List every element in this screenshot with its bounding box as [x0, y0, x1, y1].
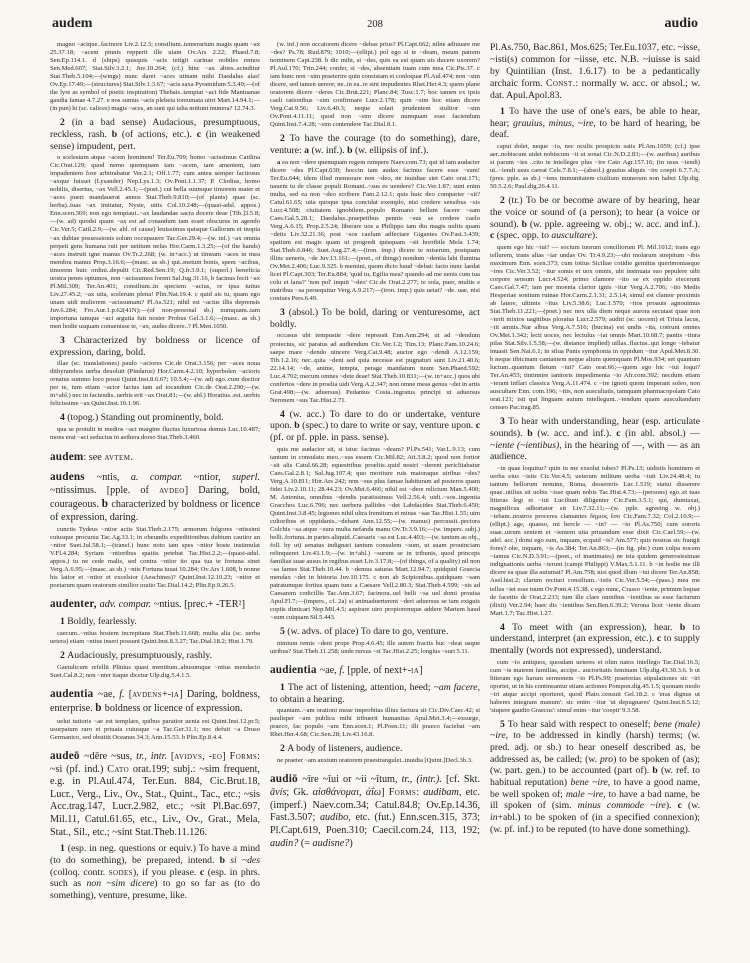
column-3 — [490, 40, 700, 938]
audientia-sense1: 1 The act of listening, attention, heed; ~am facere, to obtain a hearing. — [270, 681, 480, 705]
audientia-sense2: 2 A body of listeners, audience. — [280, 743, 403, 755]
audax-sense3: 3 Characterized by boldness or licence of expression, daring, bold. — [50, 334, 260, 358]
audio-forms-continued: Pl.As.750, Bac.861, Mos.625; Ter.Eu.1037, etc. ~isse, ~isti(s) common for ~iisse, etc. N.B. ~iuisse is said by Quintilian (Inst. 1.6.17) to be a pedantically archaic form. Const.: normally w. acc. or absol.; w. dat. Apul.Apol.83. — [490, 42, 700, 102]
audio-sense2-citations: quem ego hic ~iui? — socium tuorum conciliorum Pl. Mil.1012; trans ego tellurem, trans altas ~iar undas Ov. Tr.4.9.23;—ubi molarum strepitum ~ibis maximum Enn. scen.373; cum totius Siciliae cotidie gemitus querimoniasque ~ires Cic.Ver.3.52; ~itur sonus et uox omnis, ubi insinuata suo pepulere uibi corpore sensum Lucr.4.524; primo clamore ~ito se ex oppido eiecerunt Caes.Gal.7.47; iam per moenia clarior ignis ~itur Verg.A.2.706; ~ito Medis Hesperiae sonitum ruinae Hor.Carm.2.1.31; 2.5.14; simul est clamor proximis ab latere, ultimis ~itus Liv.5.38.6; Luc.1.570; ~itos proauis agnouimus Stat.Theb.11.221;—(poet.) nec nox ulla diem neque aurora secutast quae non ~ierit mixtos uagitibus ploratus Lucr.2.579; auditi (sc. uocem) et Triuia lacus, ~iit amnis..Nar albus Verg.A.7.516; (bucina) est undis ~ita, coërunt omnes Ov.Met.1.342; lecti uoces, nec lectulus ~iat omnis Mart.10.68.7; pantis ~itura pilas Stat.Silv.1.5.58;—(w. distance implied) uillas..fluctus..qui longe ~iebatur inuasit Sen.Nat.6.1; in silua Panis symphonia in oppidum ~itur Apul.Met.8.30. b neque tibicinam cantantem neque alium quemquam Pl.Mos.934; set quantum luctum..quantum fletum ~iui? Cato orat.66;—quem ego hic ~iui loqui? Ter.An.453; tintinnire ianitoris impedimenta ~io Afr.com.392; necdum etiam ~ierant inflari classica Verg.A.11.474. c ~ire ignoti quom imperant soleo, non auscultare Enn. com.196; ~itis, non auscultatis, tamquam pharmacopolam Cato orat.121; isti qui linguam auium intellegunt..~iendum quam auscultandum censeo Pac.trag.85. — [490, 243, 700, 412]
audientia-sense2-citations: ne praeter ~am anxium oratorem praestrangulet..inuidia [Quint.]Decl.3b.3. — [277, 757, 473, 765]
audax-sense4: 4 (topog.) Standing out prominently, bold. — [60, 412, 224, 424]
audeo-sense4: 4 (w. acc.) To dare to do or undertake, venture upon. b (spec.) to dare to write or say, venture upon. c (pf. or pf. pple. in pass. sense). — [270, 408, 480, 444]
audeo-sense4-citations: quis me audacior sit, si istuc facinus ~deam? Pl.Ps.541; Var.L.9.13; cum tantum in consulatu meo..~sus essem Cic.Mil.82; Att.3.8.2; quod non fortior ~sit alis Catul.66.28; equestribus proeliis..quid nostri ~derent periclitabatur Caes.Gal.2.8.1; Sal.Jug.107.4; quo moriture ruis maioraque uiribus ~des? Verg.A.10.811; Hor.Ars 242; rem ~sus plus famae habituram ad posteros quam fidei Liv.2.10.11; 28.44.23; Ov.Met.6.466; nihil est ~dere relictum Man.5.400; M. Antonius, omnibus ~dendis paratissimus Vell.2.56.4; uidi..~sos..ingentia Gracchos Luc.6.796; nec uerbera pallides ~det Labdacides Stat.Theb.6.450; Quint.Inst.3.8.45; legiones nihil ultra fremitum et minas ~sae Tac.Hist.1.55; uim cultoribus et oppidanis..~debant Ann.12.55;—(w. manus) percussit..pectora Colchis ~sa atque ~sura multa nefanda manu Ov.Tr.3.9.16;—(w. impers. subj.) belli..fortuna..in partes aliquid..Caesaris ~sa est Luc.4.403;—(w. tantum as obj., foll. by ut) senatus indignari tantum consulem ~sum, ut suam prouinciam relinqueret Liv.43.1.9;—(w. in+abl.) ~surum se in tribunis, quod princeps familiae suae ausus in regibus esset Liv.3.17.8;—(of things, of a quality) nil non ~sa fames Stat.Theb.10.44. b ~demus saturas Mart.12.94.7; quidquid Graecia mendax ~det in historia Juv.10.175. c non ab Scipionibus..quidquam ~sam patratumque fortius quam tunc a Caesare Vell.2.80.3; Stat.Theb.4.599; ~sis ad Caesarem codicillis Tac.Ann.3.67; facinora..uel belli ~sa uel domi prouisa Apul.Fl.7;—(impers., cf. 2a) si animaduerterent ~deri aduersus se tam exiguis copiis dimicari Nep.Mil.4.5; aspirare uiro propioremque addere Martem haud ~sum cuiquam Sil.5.443. — [270, 445, 480, 622]
audio-sense1: 1 To have the use of one's ears, be able to hear, hear; grauius, minus, ~ire, to be hard of hearing, be deaf. — [490, 106, 700, 141]
audio-sense3-citations: ~in quae loquitur? quin tu me exsolui iubes? Pl.Ps.13; uidistis hominem et uerba eius ~istis Cic.Ver.4.5; ueterum militum uerba ~iuit Liv.24.48.4; tu tantum bellorum nomine, Roma, dessereris Luc.1.519; statui disserere quae..utilius sit uobis ~isse quam nobis Tac.Hist.4.73;—(persons) ego..et tuas litteras legi et ~iui Lucilium diligenter Cic.Fam.3.5.1; qui, dumtaxat, magnificus adhortator sit Liv.7.32.11;—(w. pple. agreeing w. obj.) ~iebam..nostros proceres clamantes δήμιος ἔσο Cic.Fam.7.32; Col.2.10.9;—(ellipt.) age, quaeso, mi hercle — ~in? — ~io Pl.As.750; cum sororis suae..uirum sentem et ~ientem uita priuandum esse dixit Cic.Cael.59;—(w. adel. acc.) domi ego sum, inquam, ecquid ~is? Am.577; quis nostras sic frangit fores? ohe, inquam, ~is As.384; Ter.An.863;—(in fig. phr.) cum culpa nocem ~iamus Cic.N.D.3.91;—(poet., of inanimates) ne ista quidem generosissimae indignationis uerba ~ierunt (campi Philippi) V.Max.5.1.11. b ~in hodie me illi dicere ea quae illa autumat? Pl.Am.758; nisi quod illum ~iui dicere Ter.An.858; Asel.hist.2; clarum recitari consilium..~istis Cic.Ver.5.54;—(pass.) mea me tellus ~iet esse tuum Ov.Pont.4.15.38. c ego nunc, Crasso ~iente, primum loquar de facetiis de Orat.2.233; tum ille clare omnibus ~ientibus se esse facturum (dixit) Ver.2.94; haec dis ~ientibus Sen.Ben.6.39.2; Verona licet ~iente dicam Mart.1.7; Tac.Hist.1.27. — [490, 465, 700, 617]
audio-sense1-citations: caput dolet, neque ~io, nec oculis prospicio satis Pl.Am.1059; (cf.) ipse aer..nobiscum uidet nobiscum ~it ut sonat Cic.N.D.2.83;—(w. auribus) auribus si parum ~ies ..cito te intelleges plus ~ire Cato Agr.157.16; (in usus ~iendi) ut..~iendi usus careat Cels.7.8.1;—(absol.) grauius aliquis ~ire coepit 6.7.7.A; (pres. pple. as sb.) ~iens immunitatem ciuilium munerum non habet Ulp.dig. 50.5.2.6; Paul.dig.26.4.11. — [490, 143, 700, 191]
audax-sense2: 2 (in a bad sense) Audacious, presumptuous, reckless, rash. b (of actions, etc.). c (in weakened sense) impudent, pert. — [50, 117, 260, 152]
audenter-sense2-citations: Gaetulicum refellit Plinius quasi mentitum..abusumque ~ntius mendacio Suet.Cal.8.2; non ~nter itaque dicetur Ulp.dig.5.4.1.5. — [50, 663, 260, 679]
audeo-sense1-citations: (w. inf.) non occatorem dicere ~debas prius? Pl.Capt.662; nilne adiuuare me ~des? Ps.78; Rud.879; 1010;—(ellipt.) pol ego si te ~deam, meum patrem nominem Capt.238. b dic mihi, si ~des, quis ea est quam uis ducere uxorem? Pl.Aul.170; Trin.244; confer, si ~des, absentiam tuam cum mea Cic.Pis.37. c iam hunc non ~sim praeterire quin consistam et conloquar Pl.Aul.474; non ~sim dicere, sed tamen uereor, ne..in ea..re sint impudentes Rhet.Her.4.3; quem plane oratorem dicere ~deres Cic.Brut.221; Planc.84; Tusc.1.7; hoc tamen ex ipsis caeli rationibus ~sim confirmare Lucr.2.178; quin ~sim hoc etiam dicere Verg.Cat.9.56; Liv.6.40.3; neque solari prudentem stultior ~sim Ov.Pont.4.11.11; quod non ~sim dicere numquam esse faciendum Quint.Inst.7.4.28; ~sim contendere Tac.Dial.8.1. — [270, 41, 480, 129]
audio-sense4: 4 To meet with (an expression), hear. b to understand, interpret (an expression, etc.). c to supply mentally (words not expressed), understand. — [490, 621, 700, 656]
column-1 — [50, 40, 260, 938]
audens-citations: cunctis Tydeus ~ntior actis Stat.Theb.2.175; armorum fulgores ~ntissimi cuiusque procursu Tac.Ag.33.1; in obeundis expeditionibus dubium cautior an ~ntior Suet.Jul.58.1;—(transf.) hunc noto iam spes ~ntior hoste instimulat V.Fl.4.284; Syriam ~ntioribus spatiis petebat Tac.Hist.2.2;—(quasi-adul. appos.) tu ne cede malis, sed contra ~ntior ito qua tua te fortuna sinet Verg.A.6.95;—(masc. as sb.) ~ntis Fortuna iuuat 10.284; Ov.Ars 1.608, b nonne his latior et ~ntior et excelsior (Aeschines)? Quint.Inst.12.10.23; ~ntior et poetarum quam oratorum similior oratio Tac.Dial.14.2; Plin.Ep.9.26.5. — [50, 526, 260, 590]
audientia-headword: audientia ~ae, f. [pple. of next+-ia] — [270, 664, 423, 677]
audentia-headword: audentia ~ae, f. [avdens+-ia] Daring, boldness, enterprise. b boldness or licence of expression. — [50, 687, 260, 714]
audeo-sense2-citations: a ea non ~dere quemquam regem rumpere Naev.com.73; qui id tam audacter dicere ~des Pl.Capt.630; hoccin tam audax facinus facere esse ~sum! Ter.Eu.644; idem illud memorare non ~deo, ne inuidiae siet Cato orat.171; nauem tu de classe populi Romani..~sus es uendere? Cic.Ver.1.87; sunt enim multa, sed ea non ~deo scribere Fam.2.12.1; quis huic deo comparier ~sit? Catul.61.65; uita quoque ipsa concidat exemplo, nisi credere sensibus ~sis Lucr.4.508; ciuitatem ignobilem..populo Romano bellum facere ~sam Caes.Gal.5.28.1; Daedalus..praepetibus pennis ~sus se credere caelo Verg.A.6.15; Prop.2.5.24; liberare uos a Philippo iam diu magis uultis quam ~detis Liv.32.21.36; post ~sos caelum adfectare Gigantes Ov.Fast.3.439; spatium est magis quam ut progredi quisquam ~sit horribile Mela 1.74; Stat.Theb.6.846; Suet.Aug.27.4;—(iron. imp.) dicere te miserum, postquam illinc ueneris, ~de Juv.13.161;—(poet., of things) nondum ~dentia labi flumina Ov.Met.2.406; Luc.9.325. b memini, quom dicto haud ~debat: facto nunc laedat licet Pl.Capt.303; Ter.Eu.884; 'quid tu, Egilia mea? quando ad me uenis cum tua colu et lana?' 'non pol' inquit '~deo' Cic.de Orat.2.277; te sola, puer, multis e matribus ~sa persequitur Verg.A.9.217;—(iron. imp.) quis uetat? ~de. uae, nisi coniues Pers.6.49. — [270, 158, 480, 303]
audeo-sense2: 2 To have the courage (to do something), dare, venture: a (w. inf.). b (w. ellipsis of inf.). — [270, 133, 480, 156]
audio-headword: audiō ~īre ~īui or ~ii ~ītum, tr., (intr.). [cf. Skt. āvís; Gk. αἰσθάνομαι, ἀΐω] Forms: audibam, etc. (imperf.) Naev.com.34; Catul.84.8; Ov.Ep.14.36, Fast.3.507; audibo, etc. (fut.) Enn.scen.315, 373; Pl.Capt.619, Poen.310; Caecil.com.24, 113, 192; audin? (= audisne?) — [270, 773, 480, 849]
page-header — [0, 0, 750, 36]
audeo-sense5: 5 (w. advs. of place) To dare to go, venture. — [280, 626, 449, 638]
audeo-sense1: 1 (esp. in neg. questions or equiv.) To have a mind (to do something), be prepared, intend. b si ~des (colloq. contr. sodes), if you please. c (esp. in phrs. such as non ~sim dicere) to go so far as (to do something), venture, presume, like. — [50, 843, 260, 901]
audio-sense3: 3 To hear with understanding, hear (esp. articulate sounds). b (w. acc. and inf.). c (in abl. absol.) — ~iente (~ientibus), in the hearing of —, with — as an audience. — [490, 416, 700, 463]
page-number: 208 — [367, 19, 383, 30]
audax-sense3-citations: illae (sc. translationes) paulo ~aciores Cic.de Orat.3.156; per ~aces noua dithyrambos uerba deuoluit (Pindarus) Hor.Carm.4.2.10; hyperbolen ~acioris ornatus summo loco posui Quint.Inst.8.6.67; 10.5.4;—(w. ad) ego..cum doctior per te, tum etiam ~acior factus iam ad iocandum Cic.de Orat.2.290;—(w. in+abl.) nec in faciendis..uerbis erit ~ax Orat.81;—(w. abl.) Horatius..est..uerbis felicissime ~ax Quint.Inst.10.1.96. — [50, 360, 260, 408]
audeo-sense3: 3 (absol.) To be bold, daring or venturesome, act boldly. — [270, 307, 480, 330]
audeo-sense5-citations: nimium remis ~dent prope Prop.4.6.45; ille autem fractis huc ~deat usque uiribus? Stat.Theb.11.258; unde rursus ~si Tac.Hist.2.25; longius ~suri 5.11. — [270, 640, 480, 656]
audens-headword: audens ~ntis, a. compar. ~ntior, superl. ~ntissimus. [pple. of avdeo] Daring, bold, courageous. b characterized by boldness or licence of expression, daring. — [50, 471, 260, 523]
right-guide-word: audio — [664, 16, 698, 31]
text-columns — [0, 36, 750, 938]
column-2 — [270, 40, 480, 938]
audenter-headword: audenter, adv. compar. ~ntius. [prec.+ -TER²] — [50, 598, 245, 611]
audenter-sense1-citations: caecum..~ntius hostem increpitans Stat.Theb.11.668; multa alia (sc. uerba uetera) etiam ~ntius inseri possunt Quint.Inst.8.3.27; Tac.Dial.18.2; Hist.1.79. — [50, 629, 260, 645]
audio-sense5: 5 To hear said with respect to oneself; bene (male) ~ire, to be addressed in kindly (harsh) terms; (w. pred. adj. or sb.) to hear oneself described as, be addressed as, be called; (w. pro) to be spoken of (as); (w. part. gen.) to be accounted (part of). b (w. ref. to habitual reputation) bene ~ire, to have a good name, be well spoken of; male ~ire, to have a bad name, be ill spoken of (sim. minus commode ~ire). c (w. in+abl.) to be spoken of (in a specified connexion); (w. pf. inf.) to be reputed (to have done something). — [490, 718, 700, 835]
audeo-sense3-citations: occasus ubi tempustie ~dere repressit Enn.Ann.294; ut ad ~dendum proiectus, sic paratus ad audiendum Cic.Ver.1.2; Tim.13; Planc.Fam.10.24.6; saepe mare ~dendo uincere Verg.Cat.9.48; auctor ego ~dendi A.12.159; Tib.1.2.16; nec..quia ~dent sed quia necesse est pugnaturi sunt Liv.21.40.6; 22.14.14; ~de, anime, tempta, perage mandatum tuum Sen.Phaed.592; Luc.4.702; mecum omnes ~dete deae! Stat.Theb.10.831;—(w. in+acc.) quos ubi confertos ~dere in proelia uidi Verg.A.2.347; non omne meas genus ~det in artis Grat.498;—(w. aduersus) Pedanius Costa..ingratus principi ut aduersus Neronem ~sus Tac.Hist.2.71. — [270, 332, 480, 404]
audio-sense2: 2 (tr.) To be or become aware of by hearing, hear the voice or sound of (a person); to hear (a voice or sound). b (w. pple. agreeing w. obj.; w. acc. and inf.). c (spec. opp. to auscultare). — [490, 195, 700, 242]
audientia-sense1-citations: quantam..~am orationi meae improbitas illius factura sit Cic.Div.Caec.42; si paulisper ~am publica mihi tribuerit humanitas Apul.Met.3.4;—exsurge, praeco, fac populo ~am Enn.scen.1; Pl.Poen.11; illi praeco faciebat ~am Rhet.Her.4.68; Cic.Sen.28; Liv.43.16.8. — [270, 707, 480, 739]
audenter-sense2: 2 Audaciously, presumptuously, rashly. — [60, 650, 213, 662]
audio-sense4-citations: cum ~io antiquos, quosdam ueteres et olim natos intellego Tac.Dial.16.5; cum ~is matrem familias, accipe.. auctoritatis feminam Ulp.dig.43.30.3.6. b ut litteram ego harum sermonem ~io Pl.Ps.99; praetorias stipulationes sic ~iri oportet, ut in his contineantur etiam actiones Pompon.dig.45.1.5; quonam modo ~iri atque accipi oporteret, quod Plato..censuit Gel.18.2. c 'eras dignus ut haberes integram manum': sic enim ~itur 'ut depugnares' Quint.Inst.8.5.12; 'stupere gaudio Graecus': simul enim ~itur 'coepit' 9.3.58. — [490, 658, 700, 714]
audentia-citations: uelut tutioris ~ae est templare, quibus paratior uenia est Quint.Inst.12.pr.5; usurpatum raro et priuata cuiusque ~a Tac.Ger.31.1; nec defuit ~a Druso Germanico, sed obstitit Oceanus 34.3; Ann.15.53. b Plin.Ep.8.4.4. — [50, 717, 260, 741]
audenter-sense1: 1 Boldly, fearlessly. — [60, 616, 137, 628]
audax-sense4-citations: qua se protulit in medios ~aci margine fluctus luxuriosa domus Luc.10.487; mons erat ~aci seductus in aethera dorso Stat.Theb.3.460. — [50, 426, 260, 442]
left-guide-word: audem — [52, 16, 93, 31]
audem-cross-reference: audem: see avtem. — [50, 451, 133, 464]
audax-sense2-citations: o scelestum atque ~acem hominem! Ter.Eu.709; homo ~acissimus Catilina Cic.Orat.129; quod nemo quemquam tam ~acem, tam amentem, tam impudentem fore arbitrabatur Ver.2.1; Off.1.77; cum antea semper factiosus ~axque fuisset (Lysander) Nep.Lys.1.3; Ov.Pont.1.1.37; P. Clodius, homo nobilis, disertus, ~ax Vell.2.45.1;—(poet.) cui bella suumque timorem mater et ~aces pueri mandauerat annos Stat.Theb.9.810;—(of plants) quae (sc. herba)..tuas ~ax imitatur, Nysie, uitis Col.10.248;—(quasi-adsl. appos.) Enn.scen.369; non ego temptaui..~ax laudandae sacra docere deae [Tib.]3.5.8;—(w. ad) quodsi quam ~ax est ad conandum tam esset obscurus in agendo Cic.Ver.5; Catil.2.9;—(w. abl. of cause) leuissimus quisque Gallorum et inopia ~ax dubiae possessionis solum occupauere Tac.Ger.29.4;—(w. inf.) ~ax omnia perpeti gens humana ruit per uetitum nefas Hor.Carm.1.3.25;—(of the hands) ~aces instruit igne manus Ov.Tr.2.268; (w. in+acc.) ut timeam ~aces in mea membra manus Prop.3.16.6;—(masc. as sb.) qui..metum bonis, spem ~acibus, timorem huic ordini..depulit Cic.Red.Sen.19; Q.fr.3.9.1; (superl.) beneficia uostra penes optumos, non ~acissumos forent Sal.Jug.31.16, b facinus fecit ~ax Pl.Mil.309; Ter.An.401; consilium..in speciem ~acius, re ipsa tutius Liv.27.45.2; ~ax uita, scelerum plena! Plin.Nat.19.4. c quid ais tu, quam ego unam uidi mulierem ~acissumam? Pl.As.521; nihil est ~acius illis deprensis Juv.6.284; Fro.Aur.1.p.62(41N);—(of non-personal sb.) numquam..tam importuna tamque ~aci argutia fuit noster Probus Gel.3.1.6;—(masc. as sb.) men hodie usquam conuenisse te, ~ax, audes dicere..? Pl.Men.1050. — [50, 154, 260, 330]
audeo-headword: audeō ~dēre ~sus, tr., intr. [avidvs, -eo] Forms: ~si (pf. ind.) Cato orat.199; subj.: ~sim frequent, e.g. in Pl.Aul.474, Ter.Eun. 884, Cic.Brut.18, Lucr., Verg., Liv., Ov., Stat., Quint., Tac., etc.; ~sis Acc.trag.147, Lucr.2.982, etc.; ~sit Pl.Bac.697, Mil.11, Catul.61.65, etc., Liv., Ov., Grat., Mela, Stat., Sil., etc.; ~sint Stat.Theb.11.126. — [50, 749, 260, 838]
audax-sense1-citations-continued: magno ~acique..facinore Liv.2.12.3; consilium..temerarium magis quam ~ax 25.37.18; ~acem pinnis repperit ille uiam Ov.Ars 2.22; Phaed.7.8; Sen.Ep.114.1. d (ships) quisquis ~acis tetigit carinae nobiles remos Sen.Med.607; Stat.Silv.3.2.1; Juv.10.264; (cf.) hinc ~ax abies..scinditur Stat.Theb.5.104;—(wings) nunc daret ~aces utinam mihi Daedalus alas! Ov.Ep.17.49;—(structures) Stat.Silv.1.3.67; ~acis saxa Pyramidum 5.3.49;—(of the lyre as symbol of poetic inspiration) Thebais..temptat ~aci fide Mantuanae gaudia famae 4.7.27. e nos sumus ~acis plebeia toreumata uitri Mart.14.94.1;—(in pun) hi (sc. calices) magis ~aces, an sunt qui talia mittunt munera? 12.74.3. — [50, 41, 260, 113]
